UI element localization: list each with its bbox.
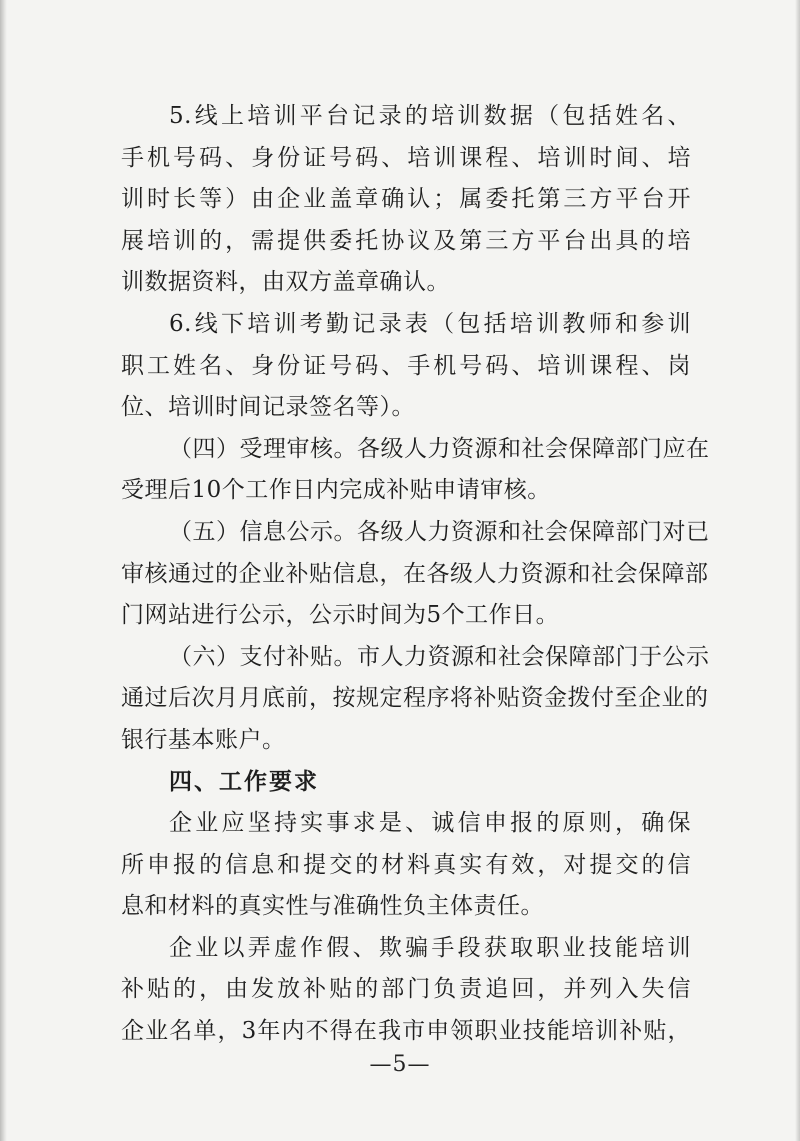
text-line: 职工姓名、身份证号码、手机号码、培训课程、岗 xyxy=(121,352,691,379)
text-line: 补贴的，由发放补贴的部门负责追回，并列入失信 xyxy=(121,976,691,1003)
text-line: （五）信息公示。各级人力资源和社会保障部门对已 xyxy=(169,518,710,545)
scan-edge-left xyxy=(0,0,7,1141)
scan-edge-right xyxy=(795,0,800,1141)
text-line: 审核通过的企业补贴信息，在各级人力资源和社会保障部 xyxy=(121,560,709,587)
text-line: 企业以弄虚作假、欺骗手段获取职业技能培训 xyxy=(169,934,691,961)
text-line: 银行基本账户。 xyxy=(121,726,286,753)
text-line: 企业名单，3年内不得在我市申领职业技能培训补贴， xyxy=(121,1018,691,1045)
text-line: （四）受理审核。各级人力资源和社会保障部门应在 xyxy=(169,435,710,462)
text-line: 门网站进行公示，公示时间为5个工作日。 xyxy=(121,602,560,629)
text-line: 通过后次月月底前，按规定程序将补贴资金拨付至企业的 xyxy=(121,685,709,712)
text-line: 受理后10个工作日内完成补贴申请审核。 xyxy=(121,477,551,504)
text-line: 息和材料的真实性与准确性负主体责任。 xyxy=(121,893,544,920)
section-heading: 四、工作要求 xyxy=(169,768,319,795)
text-line: 5.线上培训平台记录的培训数据（包括姓名、 xyxy=(169,103,691,129)
body-text xyxy=(121,96,710,1053)
text-line: 展培训的，需提供委托协议及第三方平台出具的培 xyxy=(121,227,691,254)
text-line: 6.线下培训考勤记录表（包括培训教师和参训 xyxy=(169,310,691,337)
page-number: —5— xyxy=(369,1052,431,1077)
text-line: 训时长等）由企业盖章确认；属委托第三方平台开 xyxy=(121,186,691,213)
text-line: （六）支付补贴。市人力资源和社会保障部门于公示 xyxy=(169,643,710,670)
text-line: 训数据资料，由双方盖章确认。 xyxy=(121,269,450,296)
text-line: 位、培训时间记录签名等）。 xyxy=(121,394,415,421)
text-line: 企业应坚持实事求是、诚信申报的原则，确保 xyxy=(169,810,691,837)
text-line: 所申报的信息和提交的材料真实有效，对提交的信 xyxy=(121,851,691,878)
text-line: 手机号码、身份证号码、培训课程、培训时间、培 xyxy=(121,144,691,171)
